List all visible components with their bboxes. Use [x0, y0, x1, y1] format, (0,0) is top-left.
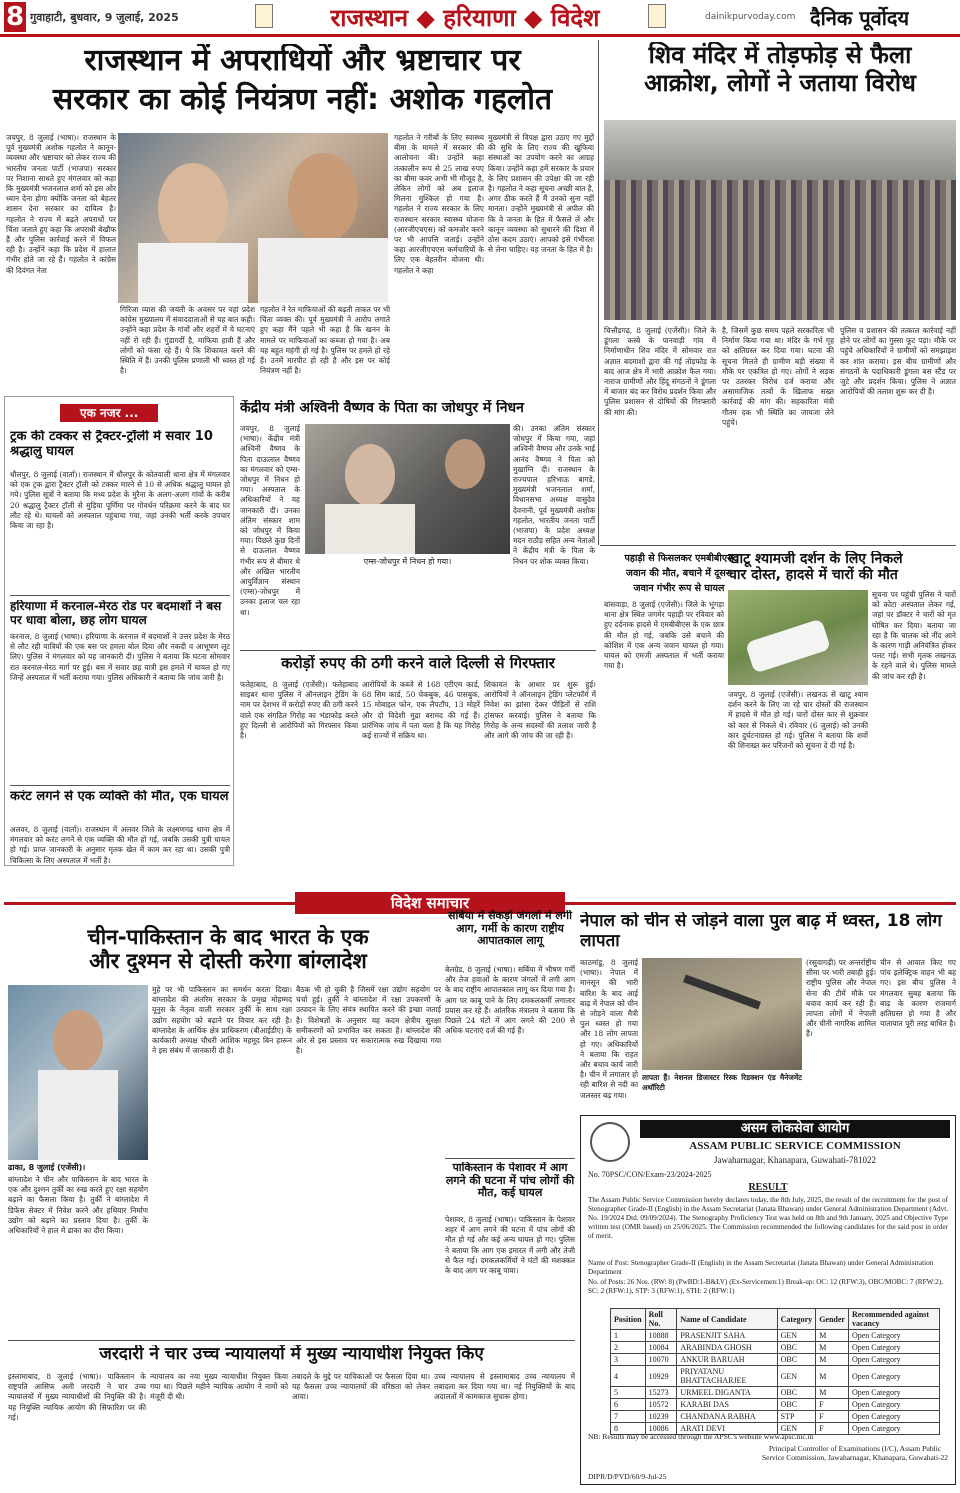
- table-row: [611, 1366, 940, 1387]
- table-cell: CHANDANA RABHA: [677, 1411, 777, 1423]
- nepal-headline: नेपाल को चीन से जोड़ने वाला पुल बाढ़ में ध्वस्त, 18 लोग लापता: [580, 912, 942, 951]
- car-accident-photo: [728, 590, 868, 685]
- table-cell: 15273: [645, 1387, 677, 1399]
- ek-nazar-tag: एक नजर ...: [60, 404, 158, 422]
- apsc-title-en: ASSAM PUBLIC SERVICE COMMISSION: [689, 1140, 901, 1152]
- videsh-banner: विदेश समाचार: [295, 892, 565, 914]
- table-cell: Open Category: [848, 1354, 939, 1366]
- apsc-emblem-icon: [590, 1122, 630, 1162]
- shiv-mandir-headline: [604, 42, 956, 97]
- china-col-1: बांग्लादेश ने चीन और पाकिस्तान के बाद भारत के एक और दुश्मन तुर्की का रुख करते हुए रक्षा सहयोग बढ़ाने का फैसला किया है। तुर्की ने बांग्लादेश में डिफेंस सेक्टर में निवेश करने और हथियार निर्माण उद्योग को बढ़ाने का प्रस्ताव दिया है। तुर्की के अधिकारियों ने हाल में ढाका का दौरा किया।: [8, 1175, 148, 1236]
- zardari-col-4: उच्च न्यायालय से इस्लामाबाद उच्च न्यायालय में तबादला कर दिया गया था। नई नियुक्तियों के बाद अदालतों में कामकाज सुचारू होगा।: [434, 1372, 575, 1402]
- table-row: [611, 1411, 940, 1423]
- shiv-mandir-col-1: चित्तौड़गढ़, 8 जुलाई (एजेंसी)। जिले के डूंगला कस्बे के पानवाड़ी गांव में निर्माणाधीन शिव मंदिर में सोमवार रात अज्ञात बदमाशों द्वारा की गई तोड़फोड़ के बाद आज क्षेत्र में भारी आक्रोश फैल गया। नाराज ग्रामीणों और हिंदू संगठनों ने डूंगला में बाजार बंद कर विरोध प्रदर्शन किया और पुलिस प्रशासन से दोषियों की गिरफ्तारी की मांग की।: [604, 326, 716, 417]
- lead-col-3: गहलोत ने रेत माफियाओं की बढ़ती ताकत पर भी चिंता व्यक्त की। पूर्व मुख्यमंत्री ने आरोप लगाते हुए कहा मैंने पहले भी कहा है कि खनन के मामले पर माफियाओं का कब्जा हो गया है। अब यह बहुत महंगी हो गई है। पुलिस पर हमले हो रहे हैं। उनमें मारपीट हो रही है और इस पर कोई नियंत्रण नहीं है।: [260, 305, 390, 376]
- apsc-signature: Principal Controller of Examinations (I/C), Assam Public Service Commission, Jawaharnagar, Khanapara, Guwahati-22: [761, 1444, 949, 1462]
- flag-icon: [648, 4, 666, 28]
- zardari-col-2: न्यायालय का नया मुख्य न्यायाधीश नियुक्त किया गया था। पिछले महीने न्यायिक आयोग ने नामों को मंजूरी दी थी।: [150, 1372, 288, 1402]
- khatu-headline: [728, 551, 956, 583]
- serbia-text: बेलग्रेड, 8 जुलाई (भाषा)। सर्बिया में भीषण गर्मी और तेज हवाओं के कारण जंगलों में लगी आग के बाद राष्ट्रीय आपातकाल लागू कर दिया गया है। आग पर काबू पाने के लिए दमकलकर्मी लगातार प्रयास कर रहे हैं। आंतरिक मंत्रालय ने बताया कि पिछले 24 घंटों में आग लगने की 200 से अधिक घटनाएं दर्ज की गई हैं।: [445, 965, 575, 1036]
- table-cell: 4: [611, 1366, 646, 1387]
- table-cell: PRASENJIT SAHA: [677, 1330, 777, 1342]
- apsc-result-table-wrap: [610, 1308, 940, 1435]
- lead-col-1: जयपुर, 8 जुलाई (भाषा)। राजस्थान के पूर्व मुख्यमंत्री अशोक गहलोत ने कानून-व्यवस्था और भ्रष्टाचार को लेकर राज्य की भारतीय जनता पार्टी (भाजपा) सरकार पर निशाना साधते हुए मंगलवार को कहा कि मुख्यमंत्री भजनलाल शर्मा को इस ओर ध्यान देना होगा क्योंकि जनता को बेहतर शासन देना सरकार का दायित्व है। गहलोत ने राज्य में बढ़ते अपराधों पर चिंता जताते हुए कहा कि अपराधी बेखौफ हैं और पुलिस कार्रवाई करने में विफल रही है। उन्होंने कहा कि प्रदेश में हालात गंभीर होते जा रहे हैं। गहलोत ने कांग्रेस की दिवंगत नेता: [6, 133, 116, 275]
- khatu-headline-line1: खाटू श्यामजी दर्शन के लिए निकले: [728, 551, 903, 567]
- lead-headline-line1: राजस्थान में अपराधियों और भ्रष्टाचार पर: [84, 44, 521, 78]
- table-cell: Open Category: [848, 1366, 939, 1387]
- section-divider: [240, 650, 596, 651]
- table-cell: GEN: [777, 1330, 816, 1342]
- nepal-col-3: चीन से आयात किए गए पांच इलेक्ट्रिक वाहन भी बह गए। इस बीच पुलिस ने मंगलवार सुबह बताया कि बाढ़ के कारण राजमार्ग क्षतिग्रस्त हो गया है और यातायात पूरी तरह बाधित है।: [880, 958, 956, 1029]
- apsc-result-table: [610, 1308, 940, 1435]
- table-cell: 1: [611, 1330, 646, 1342]
- shiv-mandir-col-2: है, जिसमें कुछ समय पहले सरकारिता भी निर्माण किया गया था। मंदिर के गर्भ गृह को क्षतिग्रस्त कर दिया गया। घटना की सूचना मिलते ही ग्रामीण बड़ी संख्या में मौके पर एकत्रित हो गए। लोगों ने सड़क पर उतरकर विरोध दर्ज कराया और असामाजिक तत्वों के खिलाफ सख्त कार्रवाई की मांग की। सहकारिता मंत्री गौतम दक भी स्थिति का जायजा लेने पहुंचे।: [722, 326, 834, 427]
- china-headline-line1: चीन-पाकिस्तान के बाद भारत के एक: [87, 925, 369, 949]
- story-divider: [10, 785, 230, 786]
- apsc-title-hi: असम लोकसेवा आयोग: [640, 1120, 950, 1138]
- lead-col-4: गहलोत ने गरीबों के लिए स्वास्थ्य बीमा के मामले में सरकार की आलोचना की। उन्होंने कहा तत्कालीन रूप से 25 लाख रुपए का बीमा कवर अभी भी मौजूद है, लेकिन लोगों को अब इलाज मिलना मुश्किल हो गया है। गहलोत ने राज्य सरकार के लिए राजस्थान सरकार स्वास्थ्य योजना (आरजीएचएस) को कमजोर करने पर भी आपत्ति जताई। उन्होंने कहा आरजीएचएस कर्मचारियों के लिए एक बेहतरीन योजना थी। गहलोत ने कहा: [394, 133, 484, 275]
- table-row: [611, 1354, 940, 1366]
- table-header-cell: Name of Candidate: [677, 1309, 777, 1330]
- table-cell: OBC: [777, 1342, 816, 1354]
- zardari-headline: जरदारी ने चार उच्च न्यायालयों में मुख्य न्यायाधीश नियुक्त किए: [99, 1345, 484, 1364]
- table-cell: 10084: [645, 1342, 677, 1354]
- ek-nazar-story3-text: अलवर, 8 जुलाई (वार्ता)। राजस्थान में अलवर जिले के लक्ष्मणगढ़ थाना क्षेत्र में मंगलवार को करंट लगने से एक व्यक्ति की मौत हो गई, जबकि उसकी पुत्री घायल हो गई। प्राप्त जानकारी के अनुसार मृतक खेत में काम कर रहा था। उसकी पुत्री चिकित्सा के लिए अस्पताल में भर्ती है।: [10, 825, 230, 865]
- table-cell: URMEEL DIGANTA: [677, 1387, 777, 1399]
- shiv-mandir-col-3: पुलिस व प्रशासन की तत्काल कार्रवाई नहीं होने पर लोगों का गुस्सा फूट पड़ा। मौके पर पहुंचे अधिकारियों ने ग्रामीणों को समझाइश कर शांत कराया। इस बीच ग्रामीणों और संगठनों के पदाधिकारी डूंगला बस स्टैंड पर जुटे और प्रदर्शन किया। पुलिस ने अज्ञात आरोपियों की तलाश शुरू कर दी है।: [840, 326, 956, 397]
- thagi-col-2: आरोपियों के कब्जे से 168 एटीएम कार्ड, 68 सिम कार्ड, 50 चेकबुक, 46 पासबुक, 15 मोबाइल फोन, एक लैपटॉप, 13 मोहरें और दो विदेशी मुद्रा बरामद की गई हैं। प्रारंभिक जांच में पता चला है कि यह गिरोह कई राज्यों में सक्रिय था।: [362, 680, 480, 741]
- table-row: [611, 1387, 940, 1399]
- gehlot-photo: [118, 133, 388, 303]
- table-cell: M: [816, 1342, 849, 1354]
- section-divider: [8, 1340, 575, 1341]
- table-cell: 2: [611, 1342, 646, 1354]
- china-col-3: बैठक भी हो चुकी है जिसमें रक्षा उद्योग सहयोग पर चर्चा हुई। तुर्की ने बांग्लादेश में रक्षा उपकरणों के उत्पादन के लिए संयंत्र स्थापित करने की इच्छा जताई है। विशेषज्ञों के अनुसार यह कदम क्षेत्रीय सुरक्षा समीकरणों को प्रभावित कर सकता है। बांग्लादेश की ओर से इस प्रस्ताव पर सकारात्मक रुख दिखाया गया है।: [296, 985, 441, 1056]
- khatu-text-1: जयपुर, 8 जुलाई (एजेंसी)। लखनऊ से खाटू श्याम दर्शन करने के लिए जा रहे चार दोस्तों की राजस्थान में हादसे में मौत हो गई। चारों दोस्त कार से शुक्रवार को कार से निकले थे। रविवार (6 जुलाई) को उनकी कार दुर्घटनाग्रस्त हो गई। पुलिस ने बताया कि शवों की शिनाख्त कर परिजनों को सूचना दे दी गई है।: [728, 690, 868, 751]
- vaishnaw-headline: केंद्रीय मंत्री अश्विनी वैष्णव के पिता का जोधपुर में निधन: [240, 400, 524, 416]
- nepal-col-1: काठमांडू, 8 जुलाई (भाषा)। नेपाल में मानसून की भारी बारिश के बाद आई बाढ़ में नेपाल को चीन से जोड़ने वाला मैत्री पुल ध्वस्त हो गया और 18 लोग लापता हो गए। अधिकारियों ने बताया कि राहत और बचाव कार्य जारी है। चीन में लगातार हो रही बारिश से नदी का जलस्तर बढ़ गया।: [580, 958, 638, 1100]
- table-cell: F: [816, 1423, 849, 1435]
- table-cell: 10239: [645, 1411, 677, 1423]
- table-cell: 3: [611, 1354, 646, 1366]
- table-cell: Open Category: [848, 1423, 939, 1435]
- khatu-subhead-line1: पहाड़ी से फिसलकर एमबीबीएस: [624, 553, 734, 564]
- apsc-ref: No. 70PSC/CON/Exam-23/2024-2025: [588, 1170, 712, 1179]
- table-cell: 10572: [645, 1399, 677, 1411]
- apsc-nb: NB: Results may be accessed through the APSC's website www.apsc.nic.in: [588, 1432, 814, 1441]
- table-header-cell: Recommended against vacancy: [848, 1309, 939, 1330]
- serbia-headline: सर्बिया में सैकड़ों जंगलों में लगी आग, गर्मी के कारण राष्ट्रीय आपातकाल लागू: [448, 910, 572, 948]
- table-cell: OBC: [777, 1399, 816, 1411]
- table-cell: 5: [611, 1387, 646, 1399]
- table-header-cell: Roll No.: [645, 1309, 677, 1330]
- pakistan-text: पेशावर, 8 जुलाई (भाषा)। पाकिस्तान के पेशावर शहर में आग लगने की घटना में पांच लोगों की मौत हो गई और कई अन्य घायल हो गए। पुलिस ने बताया कि आग एक इमारत में लगी और तेजी से फैल गई। दमकलकर्मियों ने घंटों की मशक्कत के बाद आग पर काबू पाया।: [445, 1215, 575, 1276]
- table-cell: 10888: [645, 1330, 677, 1342]
- ek-nazar-story2-headline: हरियाणा में करनाल-मेरठ रोड पर बदमाशों ने बस पर धावा बोला, छह लोग घायल: [10, 600, 222, 627]
- column-divider: [598, 40, 599, 545]
- table-cell: 8: [611, 1423, 646, 1435]
- table-cell: OBC: [777, 1387, 816, 1399]
- khatu-subhead-line2: जवान की मौत, बचाने में दूसरा: [625, 568, 733, 579]
- table-cell: M: [816, 1387, 849, 1399]
- thagi-col-1: फतेहाबाद, 8 जुलाई (एजेंसी)। फतेहाबाद साइबर थाना पुलिस ने ऑनलाइन ट्रेडिंग के नाम पर देशभर में करोड़ों रुपए की ठगी करने वाले एक संगठित गिरोह का भंडाफोड़ करते हुए दिल्ली से आरोपियों को गिरफ्तार किया है।: [240, 680, 358, 741]
- vaishnaw-caption: एम्स-जोधपुर में निधन हो गया।: [363, 557, 452, 566]
- table-cell: ARATI DEVI: [677, 1423, 777, 1435]
- table-row: [611, 1399, 940, 1411]
- shiv-mandir-headline-line2: आक्रोश, लोगों ने जताया विरोध: [644, 68, 916, 97]
- khatu-text-2: सूचना पर पहुंची पुलिस ने चारों को कोटा अस्पताल लेकर गई, जहां पर डॉक्टर ने चारों को मृत घोषित कर दिया। बताया जा रहा है कि चालक को नींद आने के कारण गाड़ी अनियंत्रित होकर पलट गई। सभी मृतक लखनऊ के रहने वाले थे। पुलिस मामले की जांच कर रही है।: [872, 590, 956, 681]
- ek-nazar-story2-text: करनाल, 8 जुलाई (भाषा)। हरियाणा के करनाल में बदमाशों ने उत्तर प्रदेश के मेरठ से लौट रही यात्रियों की एक बस पर हमला बोल दिया और नकदी व आभूषण लूट लिए। पुलिस ने मंगलवार को यह जानकारी दी। पुलिस ने बताया कि घटना सोमवार रात करनाल-मेरठ मार्ग पर हुई। बस में सवार छह यात्री इस हमले में घायल हो गए जिन्हें अस्पताल में भर्ती कराया गया। पुलिस अधिकारी ने बताया कि जांच जारी है।: [10, 632, 230, 682]
- table-cell: F: [816, 1411, 849, 1423]
- table-cell: M: [816, 1330, 849, 1342]
- table-cell: PRIYATANU BHATTACHARJEE: [677, 1366, 777, 1387]
- table-cell: OBC: [777, 1354, 816, 1366]
- zardari-col-1: इस्लामाबाद, 8 जुलाई (भाषा)। पाकिस्तान के राष्ट्रपति आसिफ अली जरदारी ने चार उच्च न्यायालयों में मुख्य न्यायाधीशों की नियुक्ति की है। यह नियुक्ति न्यायिक आयोग की सिफारिश पर की गई।: [8, 1372, 146, 1422]
- table-cell: STP: [777, 1411, 816, 1423]
- table-cell: GEN: [777, 1423, 816, 1435]
- table-cell: KARABI DAS: [677, 1399, 777, 1411]
- table-cell: Open Category: [848, 1399, 939, 1411]
- lead-headline: [10, 44, 595, 117]
- lead-col-5: मुख्यमंत्री से विपक्ष द्वारा उठाए गए मुद्दों की सुधि के लिए राज्य की खुफिया संस्थाओं का उपयोग करने का आग्रह किया। उन्होंने कहा हमें सरकार के प्रचार के लिए प्रशासन की उपेक्षा की जा रही है। गहलोत ने कहा सूचना अच्छी बात है, अगर ठीक करते हैं मैं उनको सुना नहीं मानता। उन्होंने मुख्यमंत्री से अपील की कि वे जनता के हित में फैसले लें और कानून व्यवस्था को सुधारने की दिशा में ठोस कदम उठाएं। आपको इसे गंभीरता से लेना चाहिए। यह जनता के हित में है।: [488, 133, 594, 255]
- yunus-photo: [8, 985, 148, 1160]
- masthead-rule: [0, 34, 960, 37]
- apsc-result-heading: RESULT: [748, 1182, 788, 1193]
- pakistan-headline: पाकिस्तान के पेशावर में आग लगने की घटना में पांच लोगों की मौत, कई घायल: [445, 1162, 575, 1200]
- nepal-caption: लापता हैं। नेशनल डिजास्टर रिस्क रिडक्शन एंड मैनेजमेंट अथॉरिटी: [642, 1073, 802, 1093]
- vaishnaw-col-1: जयपुर, 8 जुलाई (भाषा)। केंद्रीय मंत्री अश्विनी वैष्णव के पिता दाऊलाल वैष्णव का मंगलवार को एम्स-जोधपुर में निधन हो गया। अस्पताल के अधिकारियों ने यह जानकारी दी। उनका अंतिम संस्कार शाम को जोधपुर में किया गया। पिछले कुछ दिनों से दाऊलाल वैष्णव गंभीर रूप से बीमार थे और अखिल भारतीय आयुर्विज्ञान संस्थान (एम्स)-जोधपुर में उनका इलाज चल रहा था।: [240, 424, 300, 617]
- vaishnaw-father-photo: [305, 424, 510, 554]
- table-cell: M: [816, 1366, 849, 1387]
- table-cell: ARABINDA GHOSH: [677, 1342, 777, 1354]
- khatu-subhead-text: बांसवाड़ा, 8 जुलाई (एजेंसी)। जिले के भूंगड़ा थाना क्षेत्र स्थित जगमेर पहाड़ी पर रविवार को हुए दर्दनाक हादसे में एमबीबीएस के एक छात्र की मौत हो गई, जबकि उसे बचाने की कोशिश में एक अन्य जवान घायल हो गया। घायल को एमजी अस्पताल में भर्ती कराया गया है।: [604, 600, 724, 671]
- table-header-cell: Category: [777, 1309, 816, 1330]
- table-row: [611, 1330, 940, 1342]
- thagi-col-3: शिकायत के आधार पर शुरू हुई। आरोपियों ने ऑनलाइन ट्रेडिंग प्लेटफॉर्म में निवेश का झांसा देकर पीड़ितों से राशि ट्रांसफर करवाई। पुलिस ने बताया कि गिरोह के अन्य सदस्यों की तलाश जारी है और आगे की जांच की जा रही है।: [484, 680, 596, 741]
- table-cell: 10929: [645, 1366, 677, 1387]
- story-divider: [445, 1158, 575, 1159]
- table-cell: 10086: [645, 1423, 677, 1435]
- apsc-vacancy-line: No. of Posts: 26 Nos. (RW: 8) (PwBD:1-B&LV) (Ex-Servicemen:1) Break-up: OC: 12 (RFW:3), OBC/MOBC: 7 (RFW:2), SC: 2 (RFW:1), STP: 3 (RFW:1), STH: 2 (RFW:1): [588, 1278, 943, 1295]
- vaishnaw-col-2: की। उनका अंतिम संस्कार जोधपुर में किया गया, जहां अश्विनी वैष्णव और उनके भाई आनंद वैष्णव ने पिता को मुखाग्नि दी। राजस्थान के राज्यपाल हरिभाऊ बागडे, मुख्यमंत्री भजनलाल शर्मा, विधानसभा अध्यक्ष वासुदेव देवनानी, पूर्व मुख्यमंत्री अशोक गहलोत, भारतीय जनता पार्टी (भाजपा) के प्रदेश अध्यक्ष मदन राठौड़ सहित अन्य नेताओं ने केंद्रीय मंत्री के पिता के निधन पर शोक व्यक्त किया।: [513, 424, 595, 566]
- protest-crowd-photo: [604, 120, 956, 320]
- khatu-subhead-line3: जवान गंभीर रूप से घायल: [633, 583, 725, 594]
- nepal-col-2: (रसुवागढ़ी) पर अन्तर्राष्ट्रीय सीमा पर भारी तबाही हुई। राष्ट्रीय पुलिस और नेपाल सेना की टीमें मौके पर बचाव कार्य कर रही हैं। लापता लोगों में नेपाली और चीनी नागरिक शामिल हैं।: [806, 958, 876, 1039]
- section-title: राजस्थान ◆ हरियाणा ◆ विदेश: [330, 4, 600, 32]
- paper-name: दैनिक पूर्वोदय: [810, 6, 910, 30]
- header-date: गुवाहाटी, बुधवार, 9 जुलाई, 2025: [30, 11, 179, 24]
- shiv-mandir-headline-line1: शिव मंदिर में तोड़फोड़ से फैला: [648, 42, 912, 69]
- website-link[interactable]: dainikpurvoday.com: [705, 12, 796, 22]
- apsc-dipr: DIPR/D/PVD/60/9-Jul-25: [588, 1472, 667, 1481]
- yunus-caption: ढाका, 8 जुलाई (एजेंसी)।: [8, 1163, 86, 1172]
- thagi-headline: करोड़ों रुपए की ठगी करने वाले दिल्ली से गिरफ्तार: [281, 655, 555, 672]
- table-cell: M: [816, 1354, 849, 1366]
- flag-icon: [255, 4, 273, 28]
- table-header-cell: Gender: [816, 1309, 849, 1330]
- table-cell: Open Category: [848, 1411, 939, 1423]
- flood-bridge-photo: [642, 958, 802, 1070]
- table-cell: Open Category: [848, 1330, 939, 1342]
- table-cell: GEN: [777, 1366, 816, 1387]
- table-cell: 7: [611, 1411, 646, 1423]
- story-divider: [10, 595, 230, 596]
- section-divider: [600, 545, 956, 546]
- apsc-address: Jawaharnagar, Khanapara, Guwahati-781022: [713, 1155, 877, 1165]
- khatu-headline-line2: चार दोस्त, हादसे में चारों की मौत: [728, 567, 898, 584]
- table-header-cell: Position: [611, 1309, 646, 1330]
- table-cell: 10070: [645, 1354, 677, 1366]
- table-cell: F: [816, 1399, 849, 1411]
- lead-headline-line2: सरकार का कोई नियंत्रण नहीं: अशोक गहलोत: [52, 81, 553, 117]
- lead-col-2: गिरिजा व्यास की जयंती के अवसर पर यहां प्रदेश कांग्रेस मुख्यालय में संवाददाताओं से यह बात कही। उन्होंने कहा प्रदेश के गांवों और शहरों में ये घटनाएं नहीं रो रही हैं। गुंडागर्दी है, माफिया हावी हैं और लोगों को फंसा रहे हैं। ये कि शिकायत करने की स्थिति में हैं। उनकी पुलिस प्रणाली भी ध्वस्त हो गई है।: [120, 305, 255, 376]
- apsc-body: The Assam Public Service Commission hereby declares today, the 8th July, 2025, the result of the recruitment for the post of Stenographer Grade-II (English) in the Assam Secretariat (Janata Bhawan) under General Administration Department (Advt. No. 19/2024 Dtd. 09/09/2024). The Stenography Proficiency Test was held on 8th and 9th January, 2025 and Objective Type written test (OMR based) on 25/06/2025. The Commission recommended the following candidates for the said post in order of merit.: [588, 1196, 948, 1240]
- ek-nazar-story3-headline: करंट लगने से एक व्यक्ति की मौत, एक घायल: [10, 790, 229, 804]
- ek-nazar-story1-headline: ट्रक की टक्कर से ट्रैक्टर-ट्रॉली में सवार 10 श्रद्धालु घायल: [10, 430, 213, 459]
- china-col-2: मुहे पर भी पाकिस्तान का समर्थन करता दिखा। बांग्लादेश की अंतरिम सरकार के प्रमुख मोहम्मद यूनुस के नेतृत्व वाली सरकार तुर्की के साथ रक्षा उद्योग सहयोग को बढ़ाने पर विचार कर रही है। बांग्लादेश के आर्थिक क्षेत्र प्राधिकरण (बीआईडीए) के कार्यकारी अध्यक्ष चौधरी आशिक महमूद बिन हारून ने इस संबंध में जानकारी दी है।: [152, 985, 292, 1056]
- table-cell: Open Category: [848, 1342, 939, 1354]
- china-headline-line2: और दुश्मन से दोस्ती करेगा बांग्लादेश: [89, 949, 367, 974]
- table-cell: ANKUR BARUAH: [677, 1354, 777, 1366]
- table-cell: 6: [611, 1399, 646, 1411]
- ek-nazar-story1-text: धौलपुर, 8 जुलाई (वार्ता)। राजस्थान में धौलपुर के कोतवाली थाना क्षेत्र में मंगलवार को एक ट्रक द्वारा ट्रैक्टर ट्रॉली को टक्कर मारने से 10 से अधिक श्रद्धालु घायल हो गये। पुलिस सूत्रों ने बताया कि मध्य प्रदेश के मुरैना के अलग-अलग गांवों के करीब 20 श्रद्धालु ट्रैक्टर ट्रॉली से मुड़िया पूर्णिमा पर गोवर्धन परिक्रमा करने के बाद घर लौट रहे थे। घायलों को अस्पताल पहुंचाया गया, जहां उनकी भर्ती करके उपचार किया जा रहा है।: [10, 470, 230, 531]
- table-cell: Open Category: [848, 1387, 939, 1399]
- china-headline: [8, 925, 448, 973]
- page-number: 8: [5, 2, 25, 32]
- table-row: [611, 1342, 940, 1354]
- zardari-col-3: तबादले के मुद्दे पर याचिकाओं पर फैसला दिया था। यह फैसला उच्च न्यायालयों की वरिष्ठता को लेकर आया।: [292, 1372, 430, 1402]
- apsc-post-line: Name of Post: Stenographer Grade-II (English) in the Assam Secretariat (Janata Bhawan) under General Administration Department: [588, 1259, 934, 1276]
